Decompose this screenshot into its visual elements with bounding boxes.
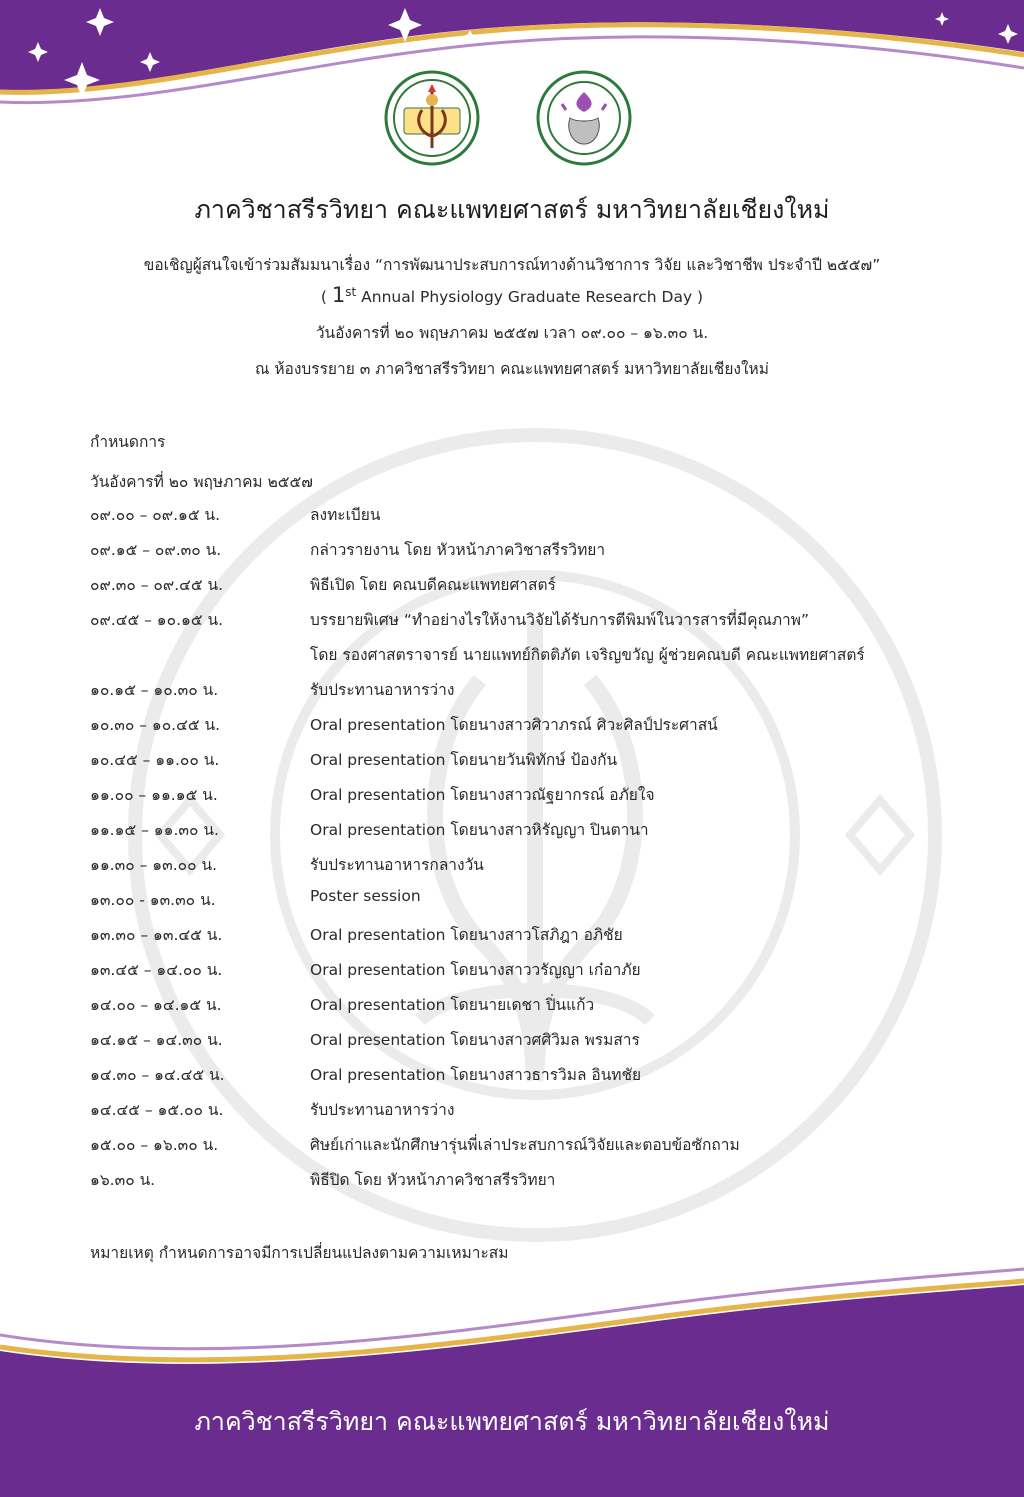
schedule-row bbox=[90, 1132, 990, 1167]
schedule-time: ๑๐.๔๕ – ๑๑.๐๐ น. bbox=[90, 751, 220, 769]
schedule-row bbox=[90, 1027, 990, 1062]
bottom-wave-banner bbox=[0, 1255, 1024, 1497]
schedule-activity: Oral presentation โดยนางสาวศิวาภรณ์ ศิวะศิลป์ประศาสน์ bbox=[310, 716, 718, 734]
schedule-row bbox=[90, 712, 990, 747]
footer-title: ภาควิชาสรีรวิทยา คณะแพทยศาสตร์ มหาวิทยาลัยเชียงใหม่ bbox=[194, 1407, 830, 1436]
schedule-time: ๐๙.๑๕ – ๐๙.๓๐ น. bbox=[90, 541, 222, 559]
schedule-time: ๐๙.๔๕ – ๑๐.๑๕ น. bbox=[90, 611, 224, 629]
schedule-activity: รับประทานอาหารกลางวัน bbox=[310, 856, 484, 874]
schedule-row bbox=[90, 922, 990, 957]
event-number: 1 bbox=[331, 283, 346, 307]
event-venue: ณ ห้องบรรยาย ๓ ภาควิชาสรีรวิทยา คณะแพทยศาสตร์ มหาวิทยาลัยเชียงใหม่ bbox=[255, 360, 769, 378]
schedule-time: ๐๙.๓๐ – ๐๙.๔๕ น. bbox=[90, 576, 224, 594]
schedule-row bbox=[90, 572, 990, 607]
schedule-time: ๑๐.๑๕ – ๑๐.๓๐ น. bbox=[90, 681, 219, 699]
schedule-date: วันอังคารที่ ๒๐ พฤษภาคม ๒๕๕๗ bbox=[90, 473, 313, 491]
event-name bbox=[0, 283, 1024, 307]
invitation-text: ขอเชิญผู้สนใจเข้าร่วมสัมมนาเรื่อง “การพัฒนาประสบการณ์ทางด้านวิชาการ วิจัย และวิชาชีพ ประจำปี ๒๕๕๗” bbox=[143, 256, 881, 274]
event-ordinal-suffix: st bbox=[345, 284, 357, 299]
schedule-activity: ศิษย์เก่าและนักศึกษารุ่นพี่เล่าประสบการณ์วิจัยและตอบข้อซักถาม bbox=[310, 1136, 740, 1154]
schedule-row bbox=[90, 1167, 990, 1202]
page-title: ภาควิชาสรีรวิทยา คณะแพทยศาสตร์ มหาวิทยาลัยเชียงใหม่ bbox=[194, 195, 830, 224]
schedule-row bbox=[90, 747, 990, 782]
schedule-activity: ลงทะเบียน bbox=[310, 506, 381, 524]
schedule-row bbox=[90, 817, 990, 852]
schedule-activity: รับประทานอาหารว่าง bbox=[310, 681, 455, 699]
schedule-activity: Oral presentation โดยนายวันพิทักษ์ ป้องกัน bbox=[310, 751, 618, 769]
schedule-row bbox=[90, 1097, 990, 1132]
schedule-activity: Oral presentation โดยนางสาวณัฐยากรณ์ อภัยใจ bbox=[310, 786, 655, 804]
schedule-time: ๑๑.๑๕ – ๑๑.๓๐ น. bbox=[90, 821, 219, 839]
schedule-time: ๑๖.๓๐ น. bbox=[90, 1171, 156, 1189]
schedule-activity: Oral presentation โดยนางสาวธารวิมล อินทชัย bbox=[310, 1066, 642, 1084]
schedule-time: ๑๓.๔๕ – ๑๔.๐๐ น. bbox=[90, 961, 223, 979]
schedule-row bbox=[90, 852, 990, 887]
schedule-row bbox=[90, 642, 990, 677]
event-title: Annual Physiology Graduate Research Day ) bbox=[356, 288, 704, 306]
schedule-row bbox=[90, 502, 990, 537]
schedule-row bbox=[90, 887, 990, 922]
schedule-row bbox=[90, 607, 990, 642]
schedule-time: ๑๕.๐๐ – ๑๖.๓๐ น. bbox=[90, 1136, 219, 1154]
schedule-activity: Oral presentation โดยนางสาวศศิวิมล พรมสาร bbox=[310, 1031, 640, 1049]
schedule-time: ๑๑.๓๐ – ๑๓.๐๐ น. bbox=[90, 856, 217, 874]
schedule-heading: กำหนดการ bbox=[90, 433, 166, 451]
schedule-time: ๑๑.๐๐ – ๑๑.๑๕ น. bbox=[90, 786, 218, 804]
schedule-row bbox=[90, 957, 990, 992]
schedule-activity: บรรยายพิเศษ “ทำอย่างไรให้งานวิจัยได้รับการตีพิมพ์ในวารสารที่มีคุณภาพ” bbox=[310, 611, 810, 629]
schedule-activity: Oral presentation โดยนางสาวโสภิฎา อภิชัย bbox=[310, 926, 623, 944]
event-open-paren: ( bbox=[320, 288, 332, 306]
schedule-activity: Poster session bbox=[310, 887, 421, 905]
schedule-activity: Oral presentation โดยนางสาวหิรัญญา ปินตานา bbox=[310, 821, 649, 839]
schedule-activity: กล่าวรายงาน โดย หัวหน้าภาควิชาสรีรวิทยา bbox=[310, 541, 606, 559]
schedule-time: ๑๐.๓๐ – ๑๐.๔๕ น. bbox=[90, 716, 221, 734]
schedule-time: ๐๙.๐๐ – ๐๙.๑๕ น. bbox=[90, 506, 221, 524]
faculty-logo bbox=[384, 70, 480, 166]
schedule-time: ๑๔.๔๕ – ๑๕.๐๐ น. bbox=[90, 1101, 224, 1119]
schedule-activity: รับประทานอาหารว่าง bbox=[310, 1101, 455, 1119]
schedule-row bbox=[90, 537, 990, 572]
schedule-time: ๑๔.๑๕ – ๑๔.๓๐ น. bbox=[90, 1031, 223, 1049]
schedule-row bbox=[90, 1062, 990, 1097]
schedule-activity: พิธีปิด โดย หัวหน้าภาควิชาสรีรวิทยา bbox=[310, 1171, 556, 1189]
schedule-activity: พิธีเปิด โดย คณบดีคณะแพทยศาสตร์ bbox=[310, 576, 556, 594]
schedule-row bbox=[90, 992, 990, 1027]
event-date-time: วันอังคารที่ ๒๐ พฤษภาคม ๒๕๕๗ เวลา ๐๙.๐๐ – ๑๖.๓๐ น. bbox=[315, 324, 709, 342]
schedule-time: ๑๓.๓๐ – ๑๓.๔๕ น. bbox=[90, 926, 223, 944]
schedule-activity: Oral presentation โดยนางสาววรัญญา เก๋อาภัย bbox=[310, 961, 641, 979]
schedule-time: ๑๓.๐๐ - ๑๓.๓๐ น. bbox=[90, 891, 216, 909]
schedule-time: ๑๔.๐๐ – ๑๔.๑๕ น. bbox=[90, 996, 222, 1014]
schedule-activity: Oral presentation โดยนายเดชา ปิ่นแก้ว bbox=[310, 996, 595, 1014]
schedule-time: ๑๔.๓๐ – ๑๔.๔๕ น. bbox=[90, 1066, 225, 1084]
department-logo bbox=[536, 70, 632, 166]
schedule-list bbox=[90, 502, 990, 1202]
schedule-row bbox=[90, 782, 990, 817]
schedule-row bbox=[90, 677, 990, 712]
schedule-activity: โดย รองศาสตราจารย์ นายแพทย์กิตติภัต เจริญขวัญ ผู้ช่วยคณบดี คณะแพทยศาสตร์ bbox=[310, 646, 865, 664]
remark-note: หมายเหตุ กำหนดการอาจมีการเปลี่ยนแปลงตามความเหมาะสม bbox=[90, 1244, 509, 1262]
